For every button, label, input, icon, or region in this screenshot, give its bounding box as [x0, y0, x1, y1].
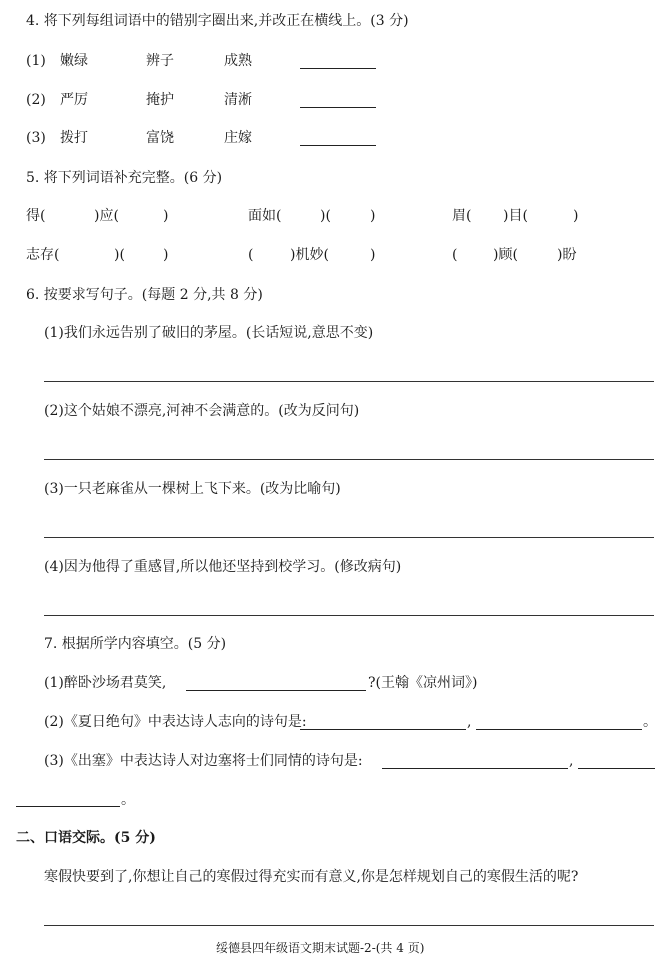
q7-item2-blank-2[interactable] [476, 729, 642, 730]
q5-r2-c-end: )盼 [557, 247, 577, 263]
q4-row3-word3: 庄嫁 [224, 130, 252, 146]
q7-item1-suffix: ?(王翰《凉州词》) [368, 675, 478, 691]
q5-r2-a-end: ) [163, 247, 169, 263]
q7-item3-comma: , [569, 753, 574, 769]
q5-r1-a-start: 得( [26, 208, 46, 224]
q4-row2-num: (2) [26, 92, 46, 108]
q4-row2-word1: 严厉 [60, 92, 88, 108]
q5-r1-b-mid: )( [320, 208, 331, 224]
q4-row1-word2: 辨子 [146, 53, 174, 69]
q4-row2-word3: 清淅 [224, 92, 252, 108]
q5-r1-c-mid: )目( [503, 208, 528, 224]
q5-r1-c-end: ) [573, 208, 579, 224]
q7-item1-prefix: (1)醉卧沙场君莫笑, [44, 675, 167, 691]
q5-r1-a-mid: )应( [94, 208, 119, 224]
q5-r2-b-start: ( [248, 247, 254, 263]
q5-r2-c-mid: )顾( [493, 247, 518, 263]
q4-row3-answer-line[interactable] [300, 145, 376, 146]
q4-row3-word1: 拨打 [60, 130, 88, 146]
q6-item3: (3)一只老麻雀从一棵树上飞下来。(改为比喻句) [44, 481, 341, 497]
q5-r2-c-start: ( [452, 247, 458, 263]
q5-r1-c-start: 眉( [452, 208, 472, 224]
q7-item3-prefix: (3)《出塞》中表达诗人对边塞将士们同情的诗句是: [44, 753, 363, 769]
q5-r2-b-end: ) [370, 247, 376, 263]
q5-r2-a-mid: )( [114, 247, 125, 263]
q7-item3-end: 。 [121, 792, 135, 808]
q6-item1: (1)我们永远告别了破旧的茅屋。(长话短说,意思不变) [44, 325, 374, 341]
q7-title: 7. 根据所学内容填空。(5 分) [44, 636, 227, 652]
q4-row1-answer-line[interactable] [300, 68, 376, 69]
q7-item3-blank-2-cont[interactable] [16, 806, 120, 807]
q6-title: 6. 按要求写句子。(每题 2 分,共 8 分) [26, 287, 263, 303]
q7-item2-prefix: (2)《夏日绝句》中表达诗人志向的诗句是: [44, 714, 307, 730]
q5-title: 5. 将下列词语补充完整。(6 分) [26, 170, 223, 186]
q7-item2-blank-1[interactable] [300, 729, 466, 730]
q7-item2-end: 。 [643, 714, 657, 730]
q6-item2: (2)这个姑娘不漂亮,河神不会满意的。(改为反问句) [44, 403, 360, 419]
q5-r1-b-start: 面如( [248, 208, 282, 224]
q5-r2-b-mid: )机妙( [290, 247, 329, 263]
q7-item3-blank-2[interactable] [578, 768, 655, 769]
q7-item1-blank[interactable] [186, 690, 366, 691]
q4-title: 4. 将下列每组词语中的错别字圈出来,并改正在横线上。(3 分) [26, 13, 409, 29]
q6-item3-answer-line[interactable] [44, 537, 654, 538]
section2-title: 二、口语交际。(5 分) [16, 830, 156, 846]
q4-row1-num: (1) [26, 53, 46, 69]
q4-row3-word2: 富饶 [146, 130, 174, 146]
q5-r1-b-end: ) [370, 208, 376, 224]
q6-item4-answer-line[interactable] [44, 615, 654, 616]
q6-item4: (4)因为他得了重感冒,所以他还坚持到校学习。(修改病句) [44, 559, 402, 575]
q6-item1-answer-line[interactable] [44, 381, 654, 382]
q4-row2-word2: 掩护 [146, 92, 174, 108]
q7-item2-comma: , [467, 714, 472, 730]
q6-item2-answer-line[interactable] [44, 459, 654, 460]
q7-item3-blank-1[interactable] [382, 768, 568, 769]
q5-r1-a-end: ) [163, 208, 169, 224]
q4-row1-word3: 成熟 [224, 53, 252, 69]
section2-prompt: 寒假快要到了,你想让自己的寒假过得充实而有意义,你是怎样规划自己的寒假生活的呢? [44, 869, 579, 885]
q4-row2-answer-line[interactable] [300, 107, 376, 108]
q5-r2-a-start: 志存( [26, 247, 60, 263]
page-footer: 绥德县四年级语文期末试题-2-(共 4 页) [216, 941, 425, 955]
q4-row3-num: (3) [26, 130, 46, 146]
q4-row1-word1: 嫩绿 [60, 53, 88, 69]
section2-answer-line[interactable] [44, 925, 654, 926]
